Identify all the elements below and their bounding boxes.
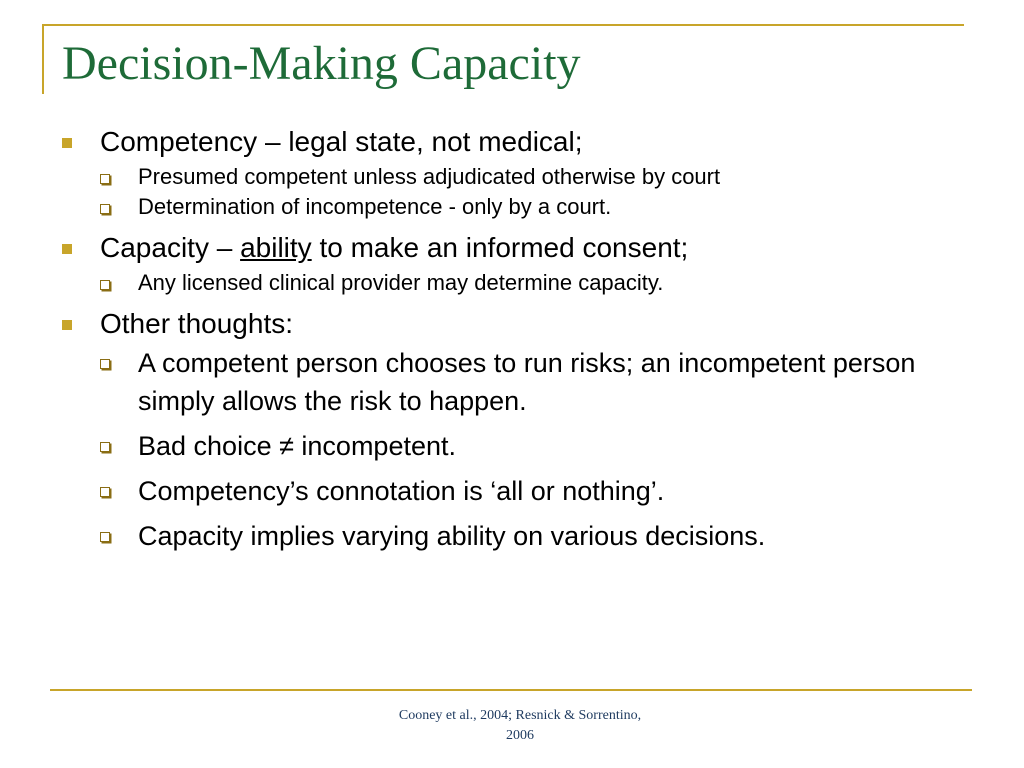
- sub-bullet-text: Presumed competent unless adjudicated otherwise by court: [138, 164, 721, 189]
- hollow-square-bullet-icon: [100, 359, 110, 369]
- bullet-text-suffix: to make an informed consent;: [311, 232, 689, 263]
- sub-bullet-text: Bad choice ≠ incompetent.: [138, 431, 457, 461]
- bullet-other-thoughts: [62, 306, 962, 342]
- bullet-competency: [62, 124, 962, 160]
- bullet-text: Other thoughts:: [100, 308, 294, 339]
- hollow-square-bullet-icon: [100, 174, 110, 184]
- sub-bullet-text: A competent person chooses to run risks; an incompetent person simply allows the risk to happen.: [138, 348, 916, 416]
- sub-bullet: [62, 162, 962, 192]
- citation-line: Cooney et al., 2004; Resnick & Sorrentino,: [398, 708, 642, 723]
- top-gold-rule: [42, 24, 964, 26]
- sub-bullet-text: Determination of incompetence - only by a court.: [138, 194, 612, 219]
- sub-list-capacity: [62, 268, 962, 298]
- bullet-text-emphasis: ability: [240, 232, 312, 263]
- sub-bullet: [62, 427, 962, 465]
- bullet-capacity: [62, 230, 962, 266]
- sub-list-other-thoughts: [62, 344, 962, 555]
- slide-title: Decision-Making Capacity: [62, 37, 581, 90]
- bottom-gold-rule: [50, 689, 972, 691]
- square-bullet-icon: [62, 244, 72, 254]
- hollow-square-bullet-icon: [100, 532, 110, 542]
- hollow-square-bullet-icon: [100, 442, 110, 452]
- sub-bullet: [62, 344, 962, 420]
- citation: [370, 706, 670, 746]
- left-gold-rule: [42, 24, 44, 94]
- sub-bullet: [62, 192, 962, 222]
- sub-bullet-text: Capacity implies varying ability on various decisions.: [138, 521, 766, 551]
- hollow-square-bullet-icon: [100, 280, 110, 290]
- square-bullet-icon: [62, 138, 72, 148]
- sub-bullet: [62, 517, 962, 555]
- hollow-square-bullet-icon: [100, 204, 110, 214]
- sub-list-competency: [62, 162, 962, 222]
- sub-bullet-text: Competency’s connotation is ‘all or nothing’.: [138, 476, 665, 506]
- bullet-list: [62, 124, 962, 562]
- bullet-text: Competency – legal state, not medical;: [100, 126, 583, 157]
- sub-bullet-text: Any licensed clinical provider may determine capacity.: [138, 270, 664, 295]
- square-bullet-icon: [62, 320, 72, 330]
- sub-bullet: [62, 268, 962, 298]
- citation-line: 2006: [506, 728, 534, 743]
- bullet-text-prefix: Capacity –: [100, 232, 241, 263]
- hollow-square-bullet-icon: [100, 487, 110, 497]
- sub-bullet: [62, 472, 962, 510]
